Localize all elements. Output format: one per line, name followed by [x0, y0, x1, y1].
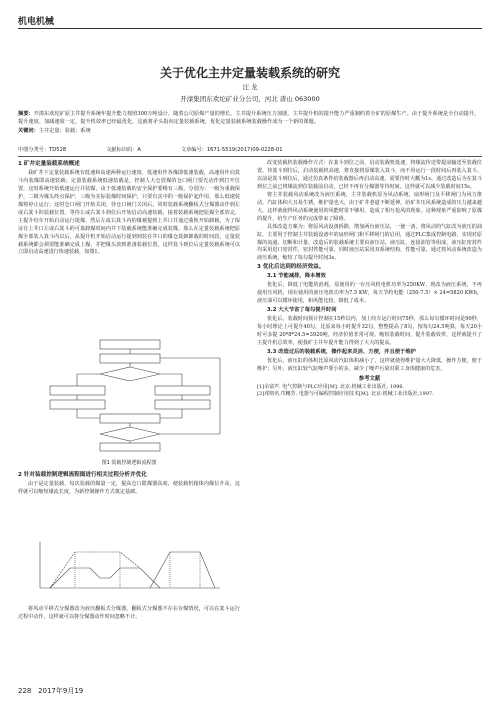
figure-2-diagram — [30, 538, 230, 600]
article-number: 文章编号：1671-5519(2017)09-0228-01 — [180, 147, 283, 153]
abstract-block — [18, 110, 482, 135]
section-3-1-text: 优化后，降低了电能的消耗，原使用的一台压风机电机功率为250KW，现改为液压系统，不再使用压风机，现在使用的液压电机功率为7.5 KW，每天节约电能（250-7.5）× 24=5820 KWh，液压油可以循环使用，和风能比较，降低了成本。 — [257, 282, 482, 305]
references-title: 参考文献 — [358, 375, 381, 382]
section-2 — [18, 471, 240, 497]
affiliation: 开滦集团东欢坨矿业分公司，河北 唐山 063000 — [180, 95, 320, 103]
section-2-continued — [18, 606, 240, 622]
flow-box — [155, 386, 210, 395]
section-2-paragraph-1: 由于是定量装载，每次装载的煤量一定，提高仓口限煤器高度，使装载机箱体内煤位升高，这样就可以缩短煤流长度，为新控制操作方式奠定基础。 — [18, 480, 240, 495]
journal-header: 机电机械 — [18, 17, 55, 27]
figure-1-flowchart — [30, 338, 230, 453]
section-3-3-title: 3.3 改造过后的装载系统，操作起来灵活、方便，并且便于维护 — [267, 348, 416, 355]
section-2-title: 2 针对装载控制逻辑流程图进行相关过程分析并优化 — [18, 472, 147, 478]
article-title: 关于优化主井定量装载系统的研究 — [159, 66, 340, 80]
issue-date: 2017年9月19 — [38, 687, 84, 695]
clc-number: 中图分类号：TD528 — [18, 147, 67, 153]
article-meta — [18, 146, 482, 153]
section-3-2-title: 3.2 大大节省了每勾提升时间 — [267, 307, 337, 314]
flow-box — [100, 354, 160, 363]
section-3-3-text: 优化后，液压缸的体积比原风动汽缸体积减小了，这样就使得维护量大大降低，操作方便，便于维护；另外，液压缸较气缸噪声要小的多，减少了噪声污染对职工身体健康的危害。 — [257, 357, 482, 372]
flow-box — [100, 414, 160, 423]
reference-item: [1]余富声. 电气控制与PLC应用[M]. 北京:机械工业出版社, 1996. — [257, 383, 405, 390]
reference-item: [2]邓则名,邝穗芳. 电器与可编程控制应用技术[M]. 北京:机械工业出版社,1997. — [257, 391, 434, 398]
abstract-text: 开滦东欢坨矿原主井提升系统年提升能力按照300万吨设计，随着公司原煤产量的增长，主井提升系统压力加剧，主井提升机的提升能力严重制约着全矿的原煤生产。由于提升系统是全自动提升，提升速度、加减速度一定，提升机效率已经最优化，这就将矛头指向定量装载系统，优化定量装载系统装载操作成为一个新的课题。 — [18, 111, 480, 126]
abstract-label: 摘要： — [18, 111, 34, 117]
section-3-title: 3 优化后达到的经济效益。 — [257, 264, 325, 271]
author: 汪 龙 — [242, 83, 258, 91]
section-1-title: 1 矿井定量装载系统概述 — [18, 161, 80, 167]
keywords-label: 关键词： — [18, 127, 39, 134]
meta-rule — [18, 156, 482, 157]
right-paragraph-2: 将主井装载风动系统改为液压系统，主井装载机原为风动系统，扇形闸门及平移闸门为风力推动，汽缸体积大且易生锈，维护量也大，由于矿井巷道不断延伸，给矿井压风系统造成的压力越来越大，这样就使得风动系统使用的风能时常不够用，造成了相互抢风的现象。这种现象严重影响了原煤的提升，给生产任务的完成带来了障碍。 — [257, 191, 482, 222]
flow-box — [155, 400, 210, 409]
page-footer — [18, 686, 83, 696]
curve-a — [50, 568, 160, 588]
doc-code: 文献标识码：A — [106, 147, 141, 153]
header-rule — [18, 28, 482, 29]
page-number: 228 — [18, 687, 32, 695]
section-1-paragraph: 我矿井下定量装载系统有低速和高速两种运行速度，低速用作各煤即低速装载，高速用作向箕斗内装煤即高速装载；定量装载系统低速装载是，控制人大仓放煤的仓口闸门要先动作到打开位置，这时系统开始低速运行并装煤，由于低速装载的安全保护要稍有三级，分别为：一级为重载保护，二级为煤头终点保护，三级为实际装煤时间保护，只要有其中的一级保护起作用，那么低速装煤将停止运行；这时仓口闸门开始关闭，待仓口闸门关闭后，同时装载系统翻板式分煤器动作到左或右箕斗的装载位置，等待左或右箕斗到位后开始启动高速装载，接着装载系统把原煤全部放完，主提升绞车开始启动运行提煤，然后左或右箕斗内的煤被提到上井口并通过曲轨开始卸载，为了保证在上井口左或右箕斗的可靠卸煤时间内井下装载系统能准确完成装煤，那么在定量装载系统把原煤全部装入箕斗内以后，从提升机开始启动运行提到到装在井口的煤仓箕卸卸载的时间段，定量装载系统都会须要能准确完成上煤，并把煤头放到准备装载位置，这样箕斗到位后定量装载系统可以立即启动高速进行快速装载，如图1。 — [18, 169, 240, 256]
right-paragraph-3: 具体改造方案为：将原风动设备拆除，增加两台液压站，一使一备，将风动的气缸改为液压的油缸，主要用于控制主井装载设备中的扇形闸门和平移闸门的启闭，通过PLC集成控制电路，实现对原煤的流通、切断和计量。改造后的装载系统主要由液压站、液压缸、连接油管等组成，液压缸密封件均采用进口密封件，密封性能可靠，同时液压站采用双系统结构，性能可靠，通过将风动系统改造为液压系统，缩短了每勾提升时间3s。 — [257, 223, 482, 262]
section-3-2-text: 优化后，装载时间预计控制在15秒以内，加上绞车运行时间75秒，那么每勾循环时间是90秒，每小时理论上可提升40勾，比原来每小时提升32勾，整整提高了8勾，按每勾24.5吨算，每天20小时可多提 20*8*24.5=3920吨，经济价值非常可观。缩短装载时间，提升装载效率，这样就提升了主提升机总效率，使我矿主井年提升能力得到了大大的提高。 — [257, 316, 482, 346]
left-column — [18, 160, 240, 257]
flow-box — [50, 386, 105, 395]
right-paragraph-1: 改变装载机装载操作方式：在箕斗到位之前，启动装载机低速，将煤流传送带提前输送至装载位置，待箕斗到位后，启动装载机高速，将直接将原煤装入箕斗，而不用运行一段时间后再装入箕斗。以前是箕斗到位后，通过仿真条件给装载器后再启动高速，需要待时大概为1s。通过改造后为在箕斗到位之前已将煤流到位装载前启动，已经不再有分煤器等待时间。这样就可以减少装载时间15s。 — [257, 160, 482, 190]
section-2-paragraph-2: 将风动平移式分煤器改为液压翻板式分煤器，翻板式分煤器不存在存煤情况，可以在箕斗运行过程中动作，这样就可以将分煤器动作时间忽略不计。 — [18, 606, 240, 620]
flow-decision — [100, 427, 160, 441]
figure-1-caption: 图1 装载控制逻辑流程图 — [101, 460, 157, 466]
right-column — [257, 160, 482, 399]
flow-box — [100, 443, 160, 451]
flow-box — [50, 400, 105, 409]
section-3-1-title: 3.1 节能减排，降本增效 — [267, 273, 326, 280]
flow-decision — [100, 367, 160, 381]
curve-c — [150, 552, 215, 588]
flow-box — [100, 340, 160, 349]
keywords-text: 主井定量；装载；系统 — [38, 127, 91, 134]
curve-b — [50, 552, 140, 588]
